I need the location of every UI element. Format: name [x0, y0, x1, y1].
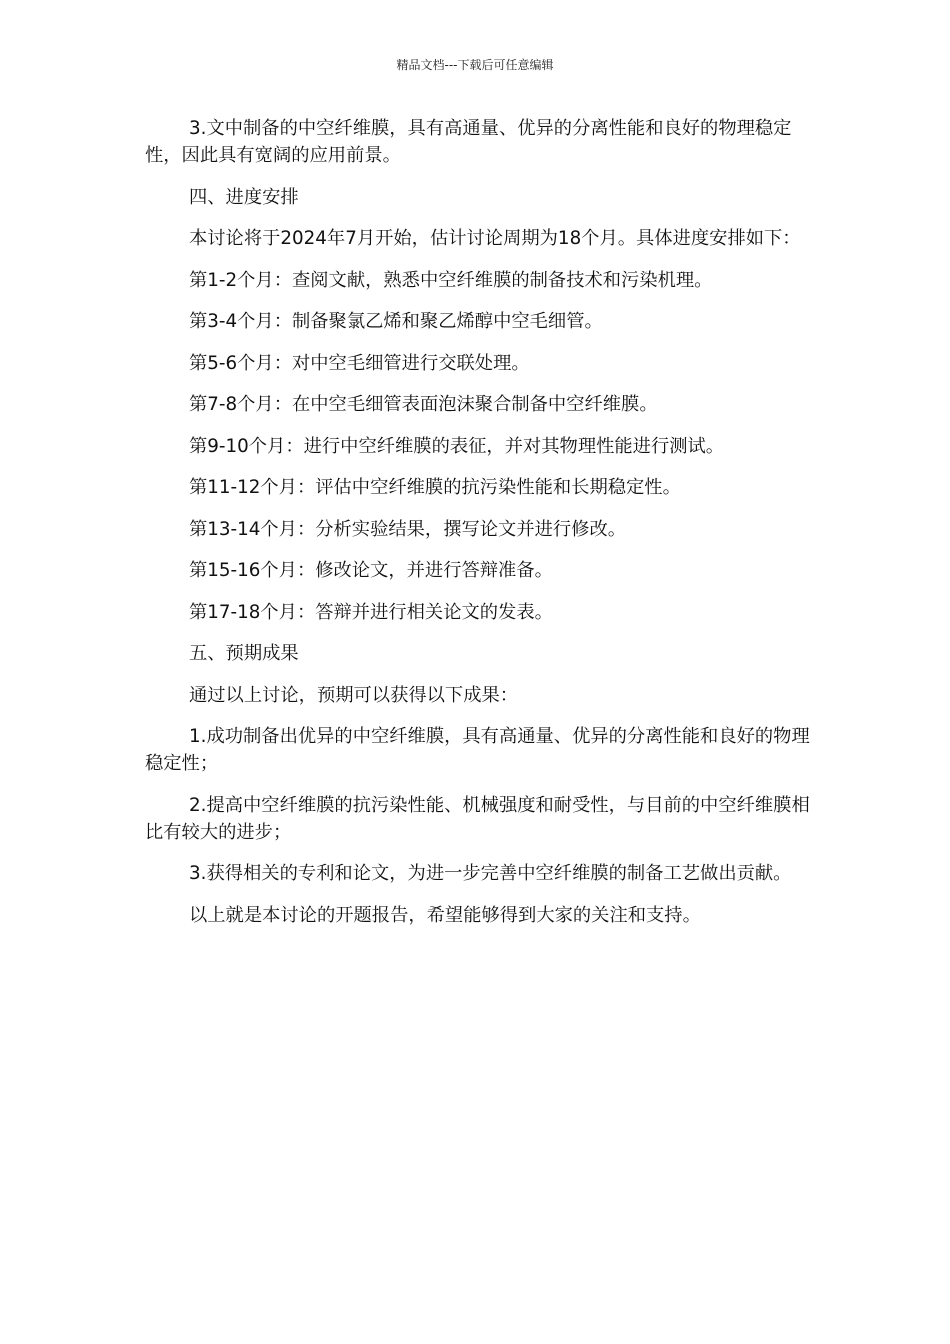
schedule-item-11-12: 第11-12个月：评估中空纤维膜的抗污染性能和长期稳定性。: [189, 477, 681, 498]
paragraph-closing: 以上就是本讨论的开题报告，希望能够得到大家的关注和支持。: [189, 904, 701, 926]
schedule-item-3-4: 第3-4个月：制备聚氯乙烯和聚乙烯醇中空毛细管。: [189, 311, 603, 332]
schedule-item-17-18: 第17-18个月：答辩并进行相关论文的发表。: [189, 601, 553, 623]
schedule-item-7-8: 第7-8个月：在中空毛细管表面泡沫聚合制备中空纤维膜。: [189, 394, 658, 415]
result-item-1: 1.成功制备出优异的中空纤维膜，具有高通量、优异的分离性能和良好的物理稳定性；: [145, 726, 810, 774]
schedule-item-1-2: 第1-2个月：查阅文献，熟悉中空纤维膜的制备技术和污染机理。: [189, 269, 713, 291]
schedule-item-15-16: 第15-16个月：修改论文，并进行答辩准备。: [189, 560, 553, 581]
page-header: 精品文档---下载后可任意编辑: [396, 58, 554, 72]
schedule-item-5-6: 第5-6个月：对中空毛细管进行交联处理。: [189, 352, 530, 374]
document-body: [145, 115, 810, 943]
paragraph-results-intro: 通过以上讨论，预期可以获得以下成果：: [189, 684, 519, 706]
result-item-3: 3.获得相关的专利和论文，为进一步完善中空纤维膜的制备工艺做出贡献。: [189, 863, 792, 884]
schedule-item-13-14: 第13-14个月：分析实验结果，撰写论文并进行修改。: [189, 518, 627, 540]
result-item-2: 2.提高中空纤维膜的抗污染性能、机械强度和耐受性，与目前的中空纤维膜相比有较大的进步；: [145, 794, 810, 843]
section-heading-schedule: 四、进度安排: [189, 186, 299, 208]
section-heading-expected-results: 五、预期成果: [189, 643, 299, 664]
paragraph-schedule-intro: 本讨论将于2024年7月开始，估计讨论周期为18个月。具体进度安排如下：: [189, 228, 801, 249]
paragraph-conclusion-3: 3.文中制备的中空纤维膜，具有高通量、优异的分离性能和良好的物理稳定性，因此具有宽阔的应用前景。: [145, 118, 792, 166]
schedule-item-9-10: 第9-10个月：进行中空纤维膜的表征，并对其物理性能进行测试。: [189, 435, 725, 457]
